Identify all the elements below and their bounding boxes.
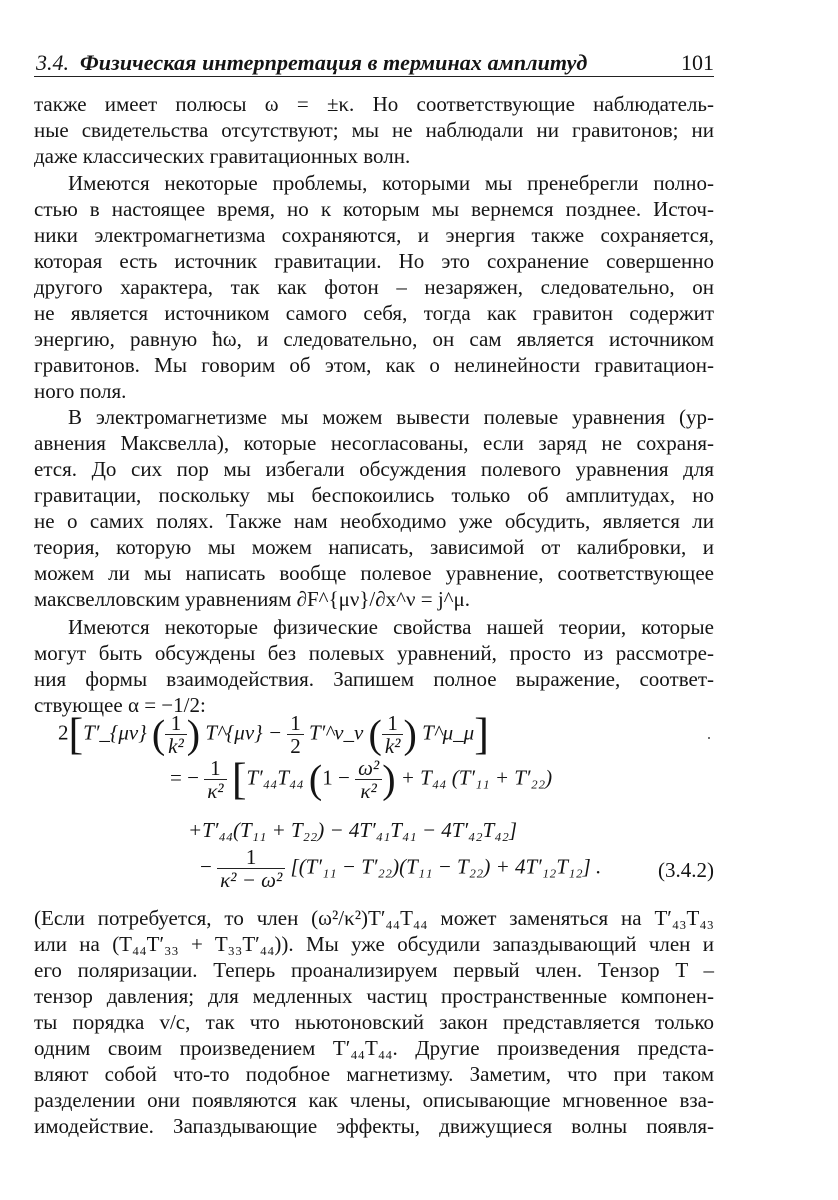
text-line: ния формы взаимодействия. Запишем полное выражение, соответ- [34, 667, 714, 691]
section-title: Физическая интерпретация в терминах амплитуд [80, 50, 588, 75]
text-line: стью в настоящее время, но к которым мы вернемся позднее. Источ- [34, 197, 714, 221]
text-line: гравитонов. Мы говорим об этом, как о нелинейности гравитацион- [34, 353, 714, 377]
equation-row-2: = − $\frac{1}{\text{κ²}}$ [T′₄₄T₄₄ (1 − $\frac{\text{ω²}}{\text{κ²}}$ ) + T₄₄ (T′₁₁ + T′₂₂) [170, 754, 553, 804]
text-line: или на (T₄₄T′₃₃ + T₃₃T′₄₄)). Мы уже обсудили запаздывающий член и [34, 932, 714, 956]
text-line: не является источником самого себя, тогда как гравитон содержит [34, 301, 714, 325]
text-line: ные свидетельства отсутствуют; мы не наблюдали ни гравитонов; ни [34, 118, 714, 142]
text-line: другого характера, так как фотон – незаряжен, следовательно, он [34, 275, 714, 299]
text-line: гравитации, поскольку мы беспокоились только об амплитудах, но [34, 483, 714, 507]
equation-row-4: − $\frac{1}{\text{κ² − ω²}}$ [(T′₁₁ − T′₂₂)(T₁₁ − T₂₂) + 4T′₁₂T₁₂] . [200, 845, 602, 892]
text-line: ты порядка v/c, так что ньютоновский закон представляется только [34, 1010, 714, 1034]
text-line: В электромагнетизме мы можем вывести полевые уравнения (ур- [68, 405, 714, 429]
text-line: его поляризации. Теперь проанализируем первый член. Тензор T – [34, 958, 714, 982]
text-line: также имеет полюсы ω = ±κ. Но соответствующие наблюдатель- [34, 92, 714, 116]
text-line: разделении они появляются как члены, описывающие мгновенное вза- [34, 1088, 714, 1112]
text-line: можем ли мы написать вообще полевое уравнение, соответствующее [34, 561, 714, 585]
text-line: (Если потребуется, то член (ω²/κ²)T′₄₄T₄₄ может заменяться на T′₄₃T₄₃ [34, 906, 714, 930]
text-line: теория, которую мы можем написать, зависимой от калибровки, и [34, 535, 714, 559]
print-speck [708, 737, 710, 739]
text-line: тензор давления; для медленных частиц пространственные компонен- [34, 984, 714, 1008]
equation-row-3: +T′₄₄(T₁₁ + T₂₂) − 4T′₄₁T₄₁ − 4T′₄₂T₄₂] [188, 818, 518, 842]
text-line: максвелловским уравнениям ∂F^{μν}/∂x^ν = j^μ. [34, 587, 471, 611]
text-line: авнения Максвелла), которые несогласованы, если заряд не сохраня- [34, 431, 714, 455]
text-line: ного поля. [34, 379, 127, 403]
text-line: ствующее α = −1/2: [34, 693, 206, 717]
text-line: одним своим произведением T′₄₄T₄₄. Другие произведения предста- [34, 1036, 714, 1060]
equation-number: (3.4.2) [658, 858, 714, 882]
text-line: ники электромагнетизма сохраняются, и энергия также сохраняется, [34, 223, 714, 247]
text-line: энергию, равную ħω, и следовательно, он сам является источником [34, 327, 714, 351]
text-line: не о самих полях. Также нам необходимо уже обсудить, является ли [34, 509, 714, 533]
section-number: 3.4. [36, 50, 69, 75]
text-line: имодействие. Запаздывающие эффекты, движущиеся волны появля- [34, 1114, 714, 1138]
equation-row-1: 2[T′_{μν} ( $\frac{1}{\text{k²}}$ ) T^{μν} − $\frac{1}{2}$ T′^ν_ν ( $\frac{1}{\text{k²}}$ ) T^μ_μ] [58, 709, 489, 759]
text-line: даже классических гравитационных волн. [34, 144, 411, 168]
running-header [34, 48, 714, 77]
text-line: которая есть источник гравитации. Но это сохранение совершенно [34, 249, 714, 273]
text-line: могут быть обсуждены без полевых уравнений, просто из рассмотре- [34, 641, 714, 665]
page-number: 101 [681, 50, 714, 75]
text-line: вляют собой что-то подобное магнетизму. Заметим, что при таком [34, 1062, 714, 1086]
text-line: ется. До сих пор мы избегали обсуждения полевого уравнения для [34, 457, 714, 481]
text-line: Имеются некоторые физические свойства нашей теории, которые [68, 615, 714, 639]
text-line: Имеются некоторые проблемы, которыми мы пренебрегли полно- [68, 171, 714, 195]
